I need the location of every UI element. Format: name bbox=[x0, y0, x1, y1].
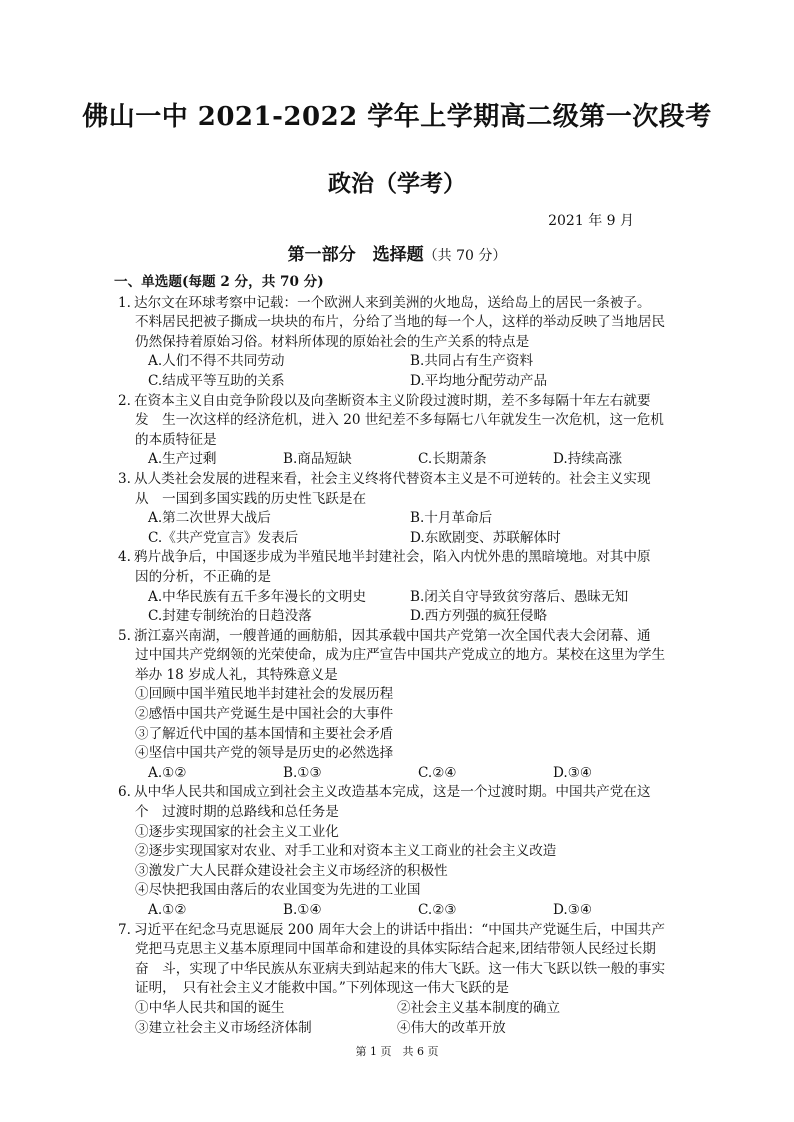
question-number: 7. bbox=[118, 921, 131, 938]
option-row bbox=[118, 588, 688, 608]
option-b: B.①④ bbox=[283, 902, 322, 918]
question-text: 党把马克思主义基本原理同中国革命和建设的具体实际结合起来,团结带领人民经过长期 bbox=[135, 941, 656, 958]
question-text: 过中国共产党纲领的光荣使命，成为庄严宣告中国共产党成立的地方。某校在这里为学生 bbox=[135, 647, 666, 664]
option-c: C.②③ bbox=[418, 902, 457, 918]
option-d: D.平均地分配劳动产品 bbox=[410, 372, 548, 389]
option-d: D.持续高涨 bbox=[553, 451, 623, 468]
option-c: C.长期萧条 bbox=[418, 451, 487, 468]
question-text: 在资本主义自由竞争阶段以及向垄断资本主义阶段过渡时期，差不多每隔十年左右就要 bbox=[134, 392, 651, 409]
part-heading bbox=[0, 240, 794, 265]
option-d: D.③④ bbox=[553, 764, 593, 781]
question-text: 个 过渡时期的总路线和总任务是 bbox=[135, 804, 339, 821]
part-title: 第一部分 选择题 bbox=[287, 245, 424, 265]
option-b: B.十月革命后 bbox=[410, 510, 493, 527]
option-c: C.《共产党宣言》发表后 bbox=[148, 529, 299, 546]
question-number: 3. bbox=[118, 470, 131, 487]
question-text: 从 一国到多国实践的历史性飞跃是在 bbox=[135, 490, 367, 507]
option-a: A.①② bbox=[148, 764, 187, 781]
question-3 bbox=[118, 470, 688, 548]
part-note: （共 70 分） bbox=[423, 248, 507, 264]
statement-row bbox=[118, 999, 688, 1019]
statement-item: ③激发广大人民群众建设社会主义市场经济的积极性 bbox=[135, 862, 448, 879]
question-number: 2. bbox=[118, 392, 131, 409]
question-text: 浙江嘉兴南湖，一艘普通的画舫船，因其承载中国共产党第一次全国代表大会闭幕、通 bbox=[134, 627, 651, 644]
option-row bbox=[118, 450, 688, 470]
question-text: 从人类社会发展的进程来看，社会主义终将代替资本主义是不可逆转的。社会主义实现 bbox=[134, 470, 651, 487]
question-text: 的本质特征是 bbox=[135, 431, 217, 448]
exam-date: 2021 年 9 月 bbox=[548, 213, 634, 229]
question-2 bbox=[118, 392, 688, 470]
option-b: B.共同占有生产资料 bbox=[410, 353, 534, 370]
question-7 bbox=[118, 921, 688, 1039]
option-c: C.封建专制统治的日趋没落 bbox=[148, 608, 312, 625]
option-b: B.闭关自守导致贫穷落后、愚昧无知 bbox=[410, 588, 629, 605]
statement-item: ④伟大的改革开放 bbox=[397, 1019, 506, 1036]
question-number: 1. bbox=[118, 294, 131, 311]
question-text: 习近平在纪念马克思诞辰 200 周年大会上的讲话中指出：“中国共产党诞生后，中国共产 bbox=[134, 921, 665, 938]
option-b: B.①③ bbox=[283, 764, 322, 781]
option-d: D.东欧剧变、苏联解体时 bbox=[410, 529, 561, 546]
option-row bbox=[118, 607, 688, 627]
option-row bbox=[118, 352, 688, 372]
question-text: 证明， 只有社会主义才能救中国。”下列体现这一伟大飞跃的是 bbox=[135, 980, 509, 997]
option-a: A.第二次世界大战后 bbox=[148, 510, 271, 527]
statement-item: ①中华人民共和国的诞生 bbox=[135, 999, 285, 1016]
statement-item: ④尽快把我国由落后的农业国变为先进的工业国 bbox=[135, 882, 421, 899]
statement-item: ①逐步实现国家的社会主义工业化 bbox=[135, 823, 339, 840]
option-b: B.商品短缺 bbox=[283, 451, 352, 468]
option-row bbox=[118, 901, 688, 921]
option-a: A.人们不得不共同劳动 bbox=[148, 353, 285, 370]
option-a: A.生产过剩 bbox=[148, 451, 217, 468]
statement-item: ②社会主义基本制度的确立 bbox=[397, 999, 561, 1016]
question-text: 奋 斗，实现了中华民族从东亚病夫到站起来的伟大飞跃。这一伟大飞跃以铁一般的事实 bbox=[135, 960, 666, 977]
question-text: 发 生一次这样的经济危机，进入 20 世纪差不多每隔七八年就发生一次危机，这一危机 bbox=[135, 412, 664, 429]
statement-row bbox=[118, 1019, 688, 1039]
question-number: 4. bbox=[118, 549, 131, 566]
question-text: 因的分析，不正确的是 bbox=[135, 568, 271, 585]
question-text: 举办 18 岁成人礼，其特殊意义是 bbox=[135, 666, 338, 683]
option-row bbox=[118, 764, 688, 784]
statement-item: ③建立社会主义市场经济体制 bbox=[135, 1019, 312, 1036]
exam-title: 佛山一中 2021-2022 学年上学期高二级第一次段考 bbox=[82, 102, 712, 132]
option-d: D.西方列强的疯狂侵略 bbox=[410, 608, 548, 625]
question-1 bbox=[118, 294, 688, 392]
statement-item: ②感悟中国共产党诞生是中国社会的大事件 bbox=[135, 706, 394, 723]
option-c: C.结成平等互助的关系 bbox=[148, 372, 285, 389]
question-text: 不料居民把被子撕成一块块的布片，分给了当地的每一个人，这样的举动反映了当地居民 bbox=[135, 314, 666, 331]
question-5 bbox=[118, 627, 688, 784]
statement-item: ①回顾中国半殖民地半封建社会的发展历程 bbox=[135, 686, 394, 703]
option-a: A.①② bbox=[148, 902, 187, 918]
option-d: D.③④ bbox=[553, 902, 593, 918]
question-list bbox=[114, 273, 688, 1038]
question-6 bbox=[118, 783, 688, 920]
option-a: A.中华民族有五千多年漫长的文明史 bbox=[148, 588, 367, 605]
section-label: 一、单选题(每题 2 分，共 70 分) bbox=[114, 274, 324, 290]
exam-subtitle: 政治（学考） bbox=[328, 170, 466, 197]
statement-item: ②逐步实现国家对农业、对手工业和对资本主义工商业的社会主义改造 bbox=[135, 843, 557, 860]
option-row bbox=[118, 529, 688, 549]
question-number: 6. bbox=[118, 784, 131, 801]
question-text: 仍然保持着原始习俗。材料所体现的原始社会的生产关系的特点是 bbox=[135, 333, 530, 350]
question-4 bbox=[118, 548, 688, 626]
statement-item: ④坚信中国共产党的领导是历史的必然选择 bbox=[135, 745, 394, 762]
page-footer: 第 1 页 共 6 页 bbox=[355, 1045, 439, 1058]
question-text: 鸦片战争后，中国逐步成为半殖民地半封建社会，陷入内忧外患的黑暗境地。对其中原 bbox=[134, 549, 651, 566]
option-c: C.②④ bbox=[418, 764, 457, 781]
question-text: 达尔文在环球考察中记载：一个欧洲人来到美洲的火地岛，送给岛上的居民一条被子。 bbox=[134, 294, 651, 311]
option-row bbox=[118, 372, 688, 392]
question-number: 5. bbox=[118, 627, 131, 644]
statement-item: ③了解近代中国的基本国情和主要社会矛盾 bbox=[135, 725, 394, 742]
question-text: 从中华人民共和国成立到社会主义改造基本完成，这是一个过渡时期。中国共产党在这 bbox=[134, 784, 651, 801]
option-row bbox=[118, 509, 688, 529]
